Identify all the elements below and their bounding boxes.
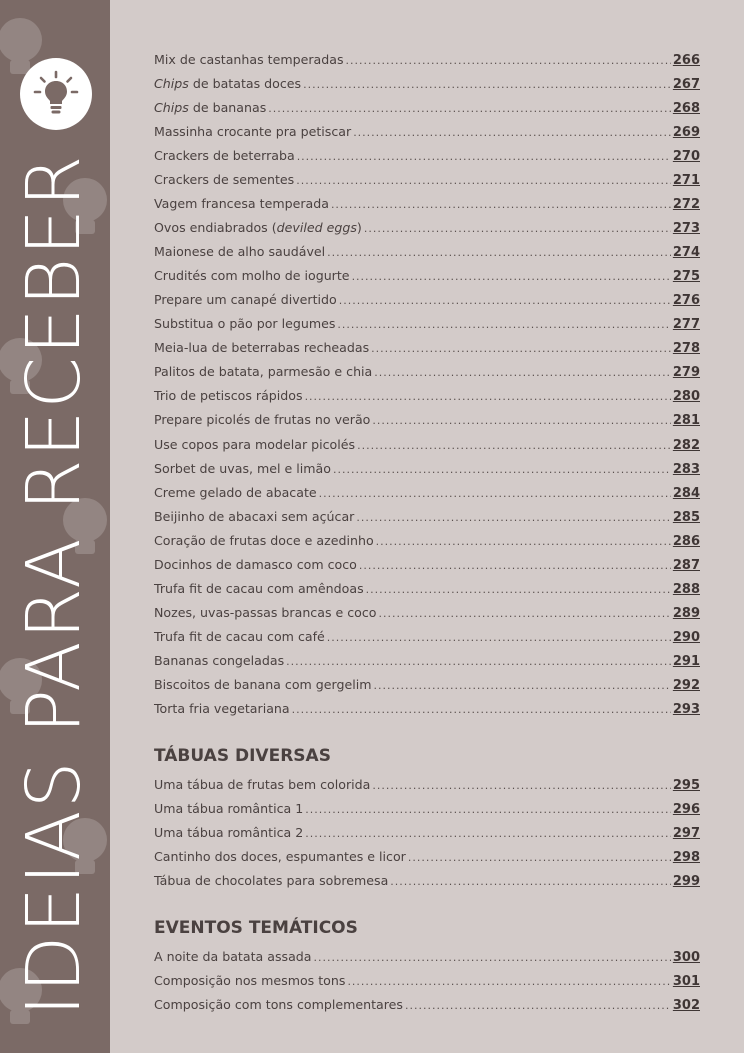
page-number-link[interactable]: 286 <box>672 533 700 549</box>
toc-entry[interactable] <box>154 96 700 120</box>
toc-entry-title-text: Trio de petiscos rápidos <box>154 388 303 404</box>
toc-entry[interactable] <box>154 577 700 601</box>
dot-leader <box>303 73 671 97</box>
toc-entry[interactable] <box>154 649 700 673</box>
page-number-link[interactable]: 277 <box>672 317 700 333</box>
toc-entry[interactable] <box>154 384 700 408</box>
page-number-link[interactable]: 267 <box>672 77 700 93</box>
page-number-link[interactable]: 276 <box>672 293 700 309</box>
dot-leader <box>372 409 670 433</box>
toc-entry-title <box>154 797 303 821</box>
toc-entry-title-text: Uma tábua de frutas bem colorida <box>154 776 371 792</box>
table-of-contents <box>154 48 700 1017</box>
toc-entry-title <box>154 969 345 993</box>
toc-entry-title <box>154 773 370 797</box>
toc-entry-title-text: de batatas doces <box>188 76 302 92</box>
toc-entry-title-text: Creme gelado de abacate <box>154 484 317 500</box>
toc-entry-title-text: Nozes, uvas-passas brancas e coco <box>154 604 377 620</box>
page-number-link[interactable]: 266 <box>672 53 700 68</box>
toc-entry-title-prefix: Ovos endiabrados ( <box>154 220 277 236</box>
toc-entry[interactable] <box>154 969 700 993</box>
page-number-link[interactable]: 273 <box>672 221 700 237</box>
dot-leader <box>379 602 671 626</box>
section-title: EVENTOS TEMÁTICOS <box>154 918 358 939</box>
page-number-link[interactable]: 274 <box>672 245 700 261</box>
toc-entry-title-italic: Chips <box>154 76 189 92</box>
toc-entry-title-text: Mix de castanhas temperadas <box>154 52 344 67</box>
toc-entry[interactable] <box>154 312 700 336</box>
section-title: TÁBUAS DIVERSAS <box>154 745 331 766</box>
toc-entry-title <box>154 577 364 601</box>
toc-entry-title-text: de bananas <box>188 100 267 116</box>
dot-leader <box>390 870 671 894</box>
page-number-link[interactable]: 285 <box>672 509 700 525</box>
toc-entry[interactable] <box>154 72 700 96</box>
toc-entry-title-text: Prepare picolés de frutas no verão <box>154 412 371 428</box>
lightbulb-icon <box>30 68 82 120</box>
toc-entry-title-text: Vagem francesa temperada <box>154 196 329 212</box>
dot-leader <box>327 626 671 650</box>
toc-entry-title <box>154 144 295 168</box>
toc-entry-title-text: Composição nos mesmos tons <box>154 973 346 989</box>
toc-entry[interactable] <box>154 144 700 168</box>
toc-entry[interactable] <box>154 553 700 577</box>
toc-entry-title <box>154 505 354 529</box>
dot-leader <box>371 337 671 361</box>
page-number-link[interactable]: 281 <box>672 413 700 429</box>
toc-section <box>154 48 700 721</box>
page-number-link[interactable]: 295 <box>672 777 700 793</box>
toc-entry-title-italic: Chips <box>154 100 189 116</box>
dot-leader <box>296 169 671 193</box>
toc-entry-title-text: Docinhos de damasco com coco <box>154 556 357 572</box>
toc-entry-title <box>154 312 335 336</box>
toc-entry-title <box>154 697 290 721</box>
page-number-link[interactable]: 297 <box>672 825 700 841</box>
toc-entry-title <box>154 48 344 72</box>
toc-entry-title <box>154 457 331 481</box>
toc-entry-title <box>154 336 369 360</box>
dot-leader <box>347 970 670 994</box>
dot-leader <box>297 145 671 169</box>
toc-entry-title-text: Coração de frutas doce e azedinho <box>154 532 374 548</box>
toc-entry[interactable] <box>154 993 700 1017</box>
toc-entry-title <box>154 72 301 96</box>
dot-leader <box>305 822 671 846</box>
toc-entry[interactable] <box>154 288 700 312</box>
page-number-link[interactable]: 288 <box>672 581 700 597</box>
dot-leader <box>372 774 671 798</box>
page-number-link[interactable]: 280 <box>672 389 700 405</box>
dot-leader <box>356 506 671 530</box>
dot-leader <box>357 434 671 458</box>
sidebar <box>0 0 110 1053</box>
page-number-link[interactable]: 302 <box>672 998 700 1014</box>
toc-entry-title <box>154 168 294 192</box>
page-number-link[interactable]: 269 <box>672 125 700 141</box>
toc-entry[interactable] <box>154 360 700 384</box>
page-number-link[interactable]: 298 <box>672 849 700 865</box>
page-number-link[interactable]: 287 <box>672 557 700 573</box>
toc-entry-title <box>154 384 303 408</box>
toc-entry[interactable] <box>154 505 700 529</box>
page-number-link[interactable]: 301 <box>672 974 700 990</box>
toc-entry[interactable] <box>154 697 700 721</box>
toc-entry[interactable] <box>154 601 700 625</box>
toc-entry-title <box>154 649 284 673</box>
page-number-link[interactable]: 290 <box>672 629 700 645</box>
toc-entry-title <box>154 845 406 869</box>
dot-leader <box>305 798 671 822</box>
dot-leader <box>319 482 671 506</box>
toc-entry-title-text: ) <box>356 220 362 236</box>
toc-entry-title-text: Trufa fit de cacau com amêndoas <box>154 580 364 596</box>
toc-entry-title <box>154 481 317 505</box>
toc-entry[interactable] <box>154 773 700 797</box>
toc-entry-title-text: Maionese de alho saudável <box>154 244 326 260</box>
toc-entry-title <box>154 993 403 1017</box>
toc-entry-title-text: Meia-lua de beterrabas recheadas <box>154 340 370 356</box>
toc-entry-title-text: Cantinho dos doces, espumantes e licor <box>154 848 406 864</box>
dot-leader <box>374 674 671 698</box>
toc-entry-title-text: Torta fria vegetariana <box>154 700 290 716</box>
toc-entry-title-text: Uma tábua romântica 2 <box>154 824 304 840</box>
toc-entry-title-text: Palitos de batata, parmesão e chia <box>154 364 373 380</box>
page-number-link[interactable]: 289 <box>672 605 700 621</box>
dot-leader <box>405 994 671 1018</box>
page-number-link[interactable]: 284 <box>672 485 700 501</box>
toc-entry[interactable] <box>154 625 700 649</box>
dot-leader <box>268 97 671 121</box>
toc-entry-title-text: Beijinho de abacaxi sem açúcar <box>154 508 355 524</box>
toc-entry-title-italic: deviled eggs <box>276 220 357 236</box>
dot-leader <box>339 289 671 313</box>
toc-entry[interactable] <box>154 945 700 969</box>
lightbulb-badge <box>20 58 92 130</box>
toc-entry-title-text: Use copos para modelar picolés <box>154 436 356 452</box>
toc-entry-title <box>154 625 325 649</box>
toc-entry-title-text: Trufa fit de cacau com café <box>154 628 325 644</box>
sidebar-title: IDEIAS PARA RECEBER <box>11 153 97 1017</box>
dot-leader <box>408 846 671 870</box>
toc-entry-title <box>154 869 388 893</box>
toc-entry-title-text: Massinha crocante pra petiscar <box>154 124 352 140</box>
dot-leader <box>314 946 671 970</box>
toc-entry-title-text: Tábua de chocolates para sobremesa <box>154 873 389 888</box>
toc-entry[interactable] <box>154 845 700 869</box>
page-number-link[interactable]: 270 <box>672 149 700 165</box>
toc-entry-title <box>154 192 329 216</box>
toc-entry-title-text: Prepare um canapé divertido <box>154 292 337 308</box>
dot-leader <box>353 121 671 145</box>
toc-entry-title-text: Substitua o pão por legumes <box>154 316 336 332</box>
page-number-link[interactable]: 296 <box>672 801 700 817</box>
dot-leader <box>286 650 671 674</box>
toc-entry-title-text: Crudités com molho de iogurte <box>154 268 350 284</box>
toc-entry-title <box>154 945 312 969</box>
toc-entry-title-text: Crackers de beterraba <box>154 148 295 164</box>
toc-entry[interactable] <box>154 168 700 192</box>
toc-entry-title <box>154 433 355 457</box>
toc-entry-title <box>154 673 372 697</box>
page-number-link[interactable]: 283 <box>672 461 700 477</box>
toc-entry-title <box>154 360 372 384</box>
toc-section <box>154 739 700 893</box>
dot-leader <box>331 193 671 217</box>
page-number-link[interactable]: 300 <box>672 950 700 966</box>
toc-entry[interactable] <box>154 192 700 216</box>
page-number-link[interactable]: 279 <box>672 365 700 381</box>
toc-entry[interactable] <box>154 216 700 240</box>
page-number-link[interactable]: 299 <box>672 874 700 889</box>
toc-entry-title <box>154 408 370 432</box>
toc-entry-title-text: Composição com tons complementares <box>154 997 403 1013</box>
page-number-link[interactable]: 271 <box>672 173 700 189</box>
dot-leader <box>352 265 671 289</box>
dot-leader <box>337 313 670 337</box>
page-number-link[interactable]: 268 <box>672 101 700 117</box>
toc-entry[interactable] <box>154 408 700 432</box>
toc-entry[interactable] <box>154 821 700 845</box>
page-number-link[interactable]: 291 <box>672 653 700 669</box>
toc-entry[interactable] <box>154 481 700 505</box>
dot-leader <box>376 530 671 554</box>
dot-leader <box>333 458 671 482</box>
toc-entry[interactable] <box>154 240 700 264</box>
dot-leader <box>327 241 671 265</box>
page-number-link[interactable]: 293 <box>672 701 700 717</box>
toc-entry-title-text: Bananas congeladas <box>154 652 285 668</box>
dot-leader <box>364 217 671 241</box>
toc-entry-title <box>154 821 303 845</box>
toc-entry[interactable] <box>154 120 700 144</box>
toc-entry-title <box>154 240 325 264</box>
toc-entry-title-text: Crackers de sementes <box>154 172 295 188</box>
page-number-link[interactable]: 272 <box>672 197 700 213</box>
dot-leader <box>374 361 671 385</box>
dot-leader <box>346 49 671 73</box>
toc-entry[interactable] <box>154 433 700 457</box>
page-number-link[interactable]: 282 <box>672 437 700 453</box>
toc-entry[interactable] <box>154 529 700 553</box>
toc-entry-title-text: A noite da batata assada <box>154 949 312 965</box>
toc-entry-title <box>154 96 266 120</box>
toc-entry-title-text: Sorbet de uvas, mel e limão <box>154 460 331 476</box>
toc-entry[interactable] <box>154 457 700 481</box>
toc-entry-title <box>154 216 362 240</box>
dot-leader <box>305 385 671 409</box>
toc-entry-title <box>154 120 351 144</box>
page-number-link[interactable]: 292 <box>672 677 700 693</box>
dot-leader <box>366 578 671 602</box>
toc-entry-title <box>154 529 374 553</box>
dot-leader <box>292 698 671 722</box>
page-number-link[interactable]: 275 <box>672 269 700 285</box>
page-number-link[interactable]: 278 <box>672 341 700 357</box>
toc-entry-title <box>154 264 350 288</box>
toc-section <box>154 911 700 1017</box>
toc-entry-title <box>154 288 337 312</box>
toc-entry[interactable] <box>154 48 700 72</box>
toc-entry-title-text: Biscoitos de banana com gergelim <box>154 676 372 692</box>
toc-entry[interactable] <box>154 336 700 360</box>
toc-entry-title <box>154 601 377 625</box>
toc-entry-title-text: Uma tábua romântica 1 <box>154 800 304 816</box>
toc-entry[interactable] <box>154 264 700 288</box>
toc-entry[interactable] <box>154 797 700 821</box>
toc-entry[interactable] <box>154 673 700 697</box>
toc-entry[interactable] <box>154 869 700 893</box>
toc-entry-title <box>154 553 357 577</box>
dot-leader <box>359 554 671 578</box>
